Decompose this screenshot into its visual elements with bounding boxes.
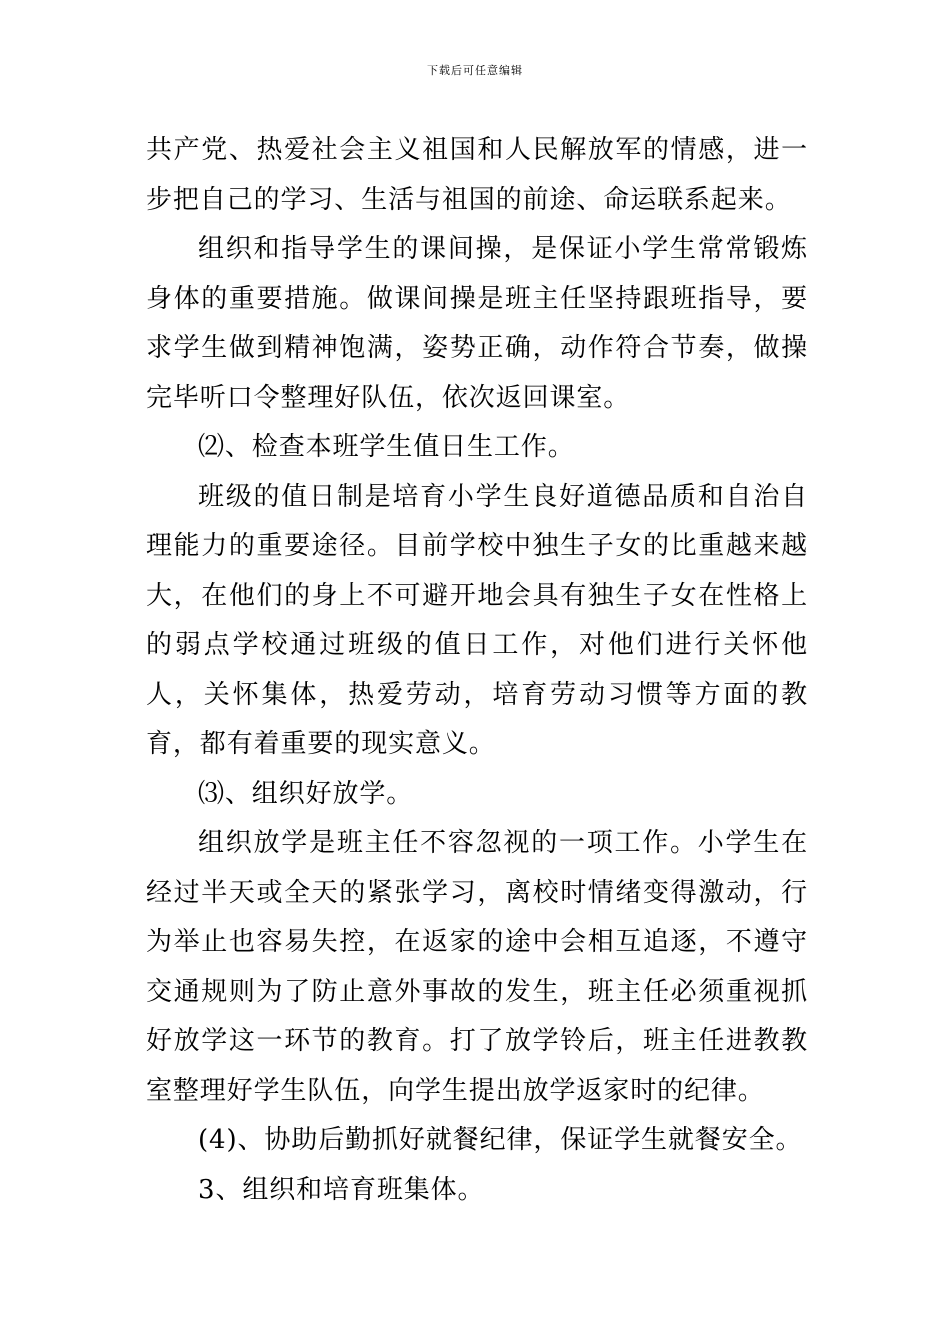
paragraph-3: 班级的值日制是培育小学生良好道德品质和自治自理能力的重要途径。目前学校中独生子女的比重越来越大，在他们的身上不可避开地会具有独生子女在性格上的弱点学校通过班级的值日工作，对他们进行关怀他人，关怀集体，热爱劳动，培育劳动习惯等方面的教育，都有着重要的现实意义。 <box>146 481 808 759</box>
paragraph-4: 组织放学是班主任不容忽视的一项工作。小学生在经过半天或全天的紧张学习，离校时情绪变得激动，行为举止也容易失控，在返家的途中会相互追逐，不遵守交通规则为了防止意外事故的发生，班主任必须重视抓好放学这一环节的教育。打了放学铃后，班主任进教教室整理好学生队伍，向学生提出放学返家时的纪律。 <box>146 828 808 1106</box>
section-heading-2: ⑵、检查本班学生值日生工作。 <box>198 432 575 462</box>
paragraph-1: 共产党、热爱社会主义祖国和人民解放军的情感，进一步把自己的学习、生活与祖国的前途、命运联系起来。 <box>146 135 808 215</box>
page-header-note: 下载后可任意编辑 <box>427 64 523 77</box>
section-heading-4: (4)、协助后勤抓好就餐纪律，保证学生就餐安全。 <box>198 1125 803 1155</box>
paragraph-2: 组织和指导学生的课间操，是保证小学生常常锻炼身体的重要措施。做课间操是班主任坚持跟班指导，要求学生做到精神饱满，姿势正确，动作符合节奏，做操完毕听口令整理好队伍，依次返回课室。 <box>146 234 808 413</box>
document-body <box>146 126 808 1215</box>
section-heading-main-3: 3、组织和培育班集体。 <box>198 1174 485 1205</box>
section-heading-3: ⑶、组织好放学。 <box>198 778 414 809</box>
